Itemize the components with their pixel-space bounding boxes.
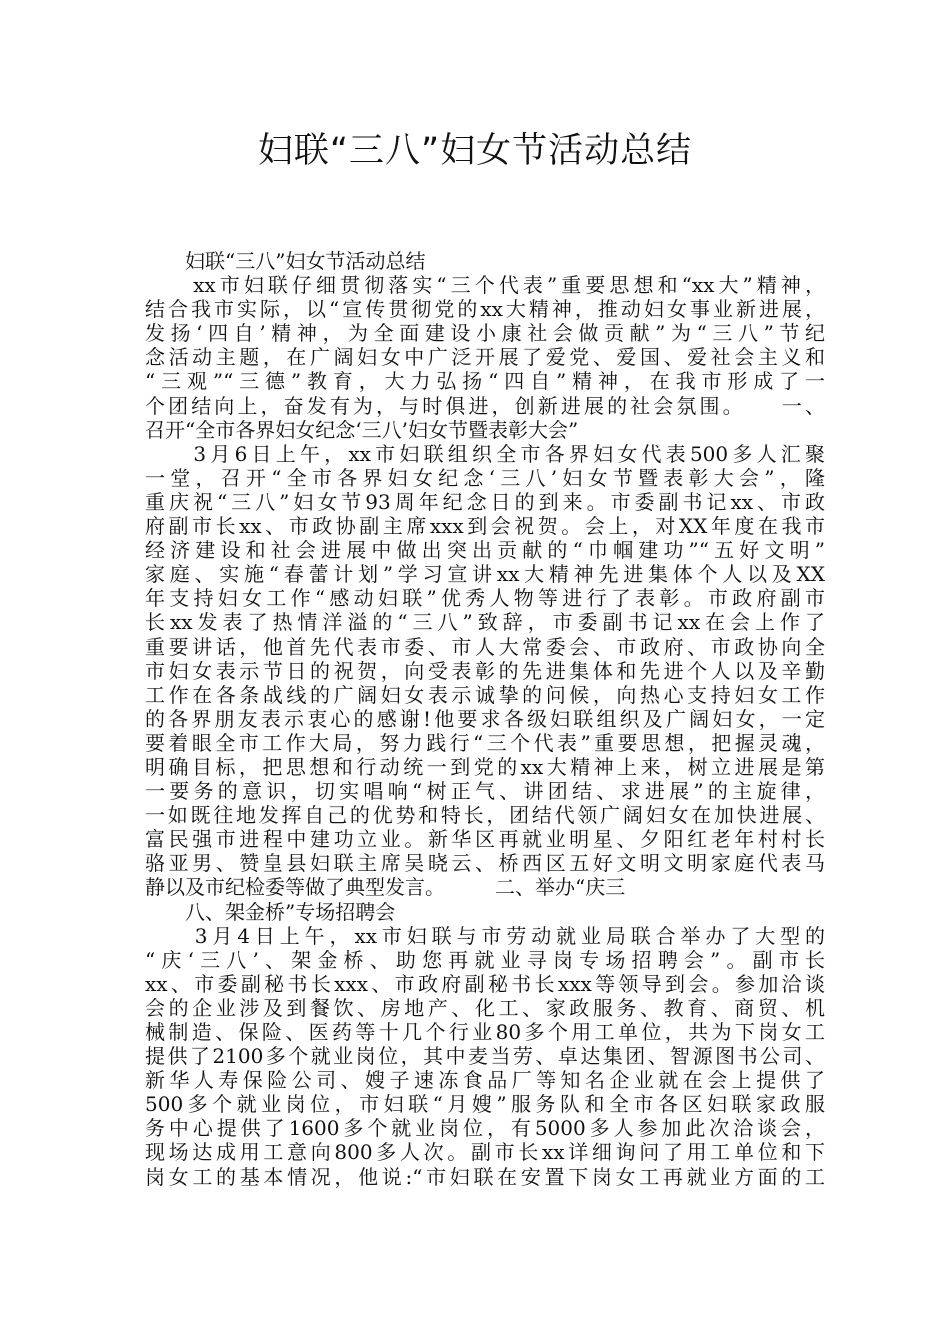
body-line: 个团结向上，奋发有为，与时俱进，创新进展的社会氛围。 一、 <box>145 393 825 418</box>
body-line: 一如既往地发挥自己的优势和特长，团结代领广阔妇女在加快进展、 <box>145 803 825 828</box>
body-line: 结合我市实际，以“宣传贯彻党的xx大精神，推动妇女事业新进展， <box>145 297 825 322</box>
body-line: 召开“全市各界妇女纪念‘三八’妇女节暨表彰大会” <box>145 417 579 442</box>
body-line: 一堂，召开“全市各界妇女纪念‘三八’妇女节暨表彰大会”，隆 <box>145 465 825 490</box>
body-line: 府副市长xx、市政协副主席xxx到会祝贺。会上，对XX年度在我市 <box>145 514 825 539</box>
body-line: 富民强市进程中建功立业。新华区再就业明星、夕阳红老年村村长 <box>145 827 825 852</box>
body-line: 的各界朋友表示衷心的感谢!他要求各级妇联组织及广阔妇女，一定 <box>145 706 825 731</box>
body-line: 长xx发表了热情洋溢的“三八”致辞，市委副书记xx在会上作了 <box>145 610 825 635</box>
body-line: xx市妇联仔细贯彻落实“三个代表”重要思想和“xx大”精神， <box>145 273 825 298</box>
body-line: 重要讲话，他首先代表市委、市人大常委会、市政府、市政协向全 <box>145 634 825 659</box>
body-line: 现场达成用工意向800多人次。副市长xx详细询问了用工单位和下 <box>145 1140 825 1165</box>
body-line: “庆‘三八’、架金桥、助您再就业寻岗专场招聘会”。副市长 <box>145 947 825 972</box>
body-line: 家庭、实施“春蕾计划”学习宣讲xx大精神先进集体个人以及XX <box>145 562 825 587</box>
body-line: 3月6日上午，xx市妇联组织全市各界妇女代表500多人汇聚 <box>145 441 825 466</box>
body-line: 岗女工的基本情况，他说:“市妇联在安置下岗女工再就业方面的工 <box>145 1164 825 1189</box>
body-line: 经济建设和社会进展中做出突出贡献的“巾帼建功”“五好文明” <box>145 538 825 563</box>
body-line: 静以及市纪检委等做了典型发言。 二、举办“庆三 <box>145 875 626 900</box>
body-line: 会的企业涉及到餐饮、房地产、化工、家政服务、教育、商贸、机 <box>145 995 825 1020</box>
body-line: 械制造、保险、医药等十几个行业80多个用工单位，共为下岗女工 <box>145 1020 825 1044</box>
document-title: 妇联“三八”妇女节活动总结 <box>257 131 693 171</box>
body-line: 年支持妇女工作“感动妇联”优秀人物等进行了表彰。市政府副市 <box>145 586 825 611</box>
body-line: 发扬‘四自’精神，为全面建设小康社会做贡献”为“三八”节纪 <box>145 321 825 346</box>
body-line: 市妇女表示节日的祝贺，向受表彰的先进集体和先进个人以及辛勤 <box>145 658 825 683</box>
body-line: 要着眼全市工作大局，努力践行“三个代表”重要思想，把握灵魂， <box>145 730 825 755</box>
body-line: 提供了2100多个就业岗位，其中麦当劳、卓达集团、智源图书公司、 <box>145 1044 825 1069</box>
body-line: 念活动主题，在广阔妇女中广泛开展了爱党、爱国、爱社会主义和 <box>145 345 825 370</box>
body-line: 新华人寿保险公司、嫂子速冻食品厂等知名企业就在会上提供了 <box>145 1068 825 1093</box>
body-line: 500多个就业岗位，市妇联“月嫂”服务队和全市各区妇联家政服 <box>145 1092 825 1117</box>
body-line: 明确目标，把思想和行动统一到党的xx大精神上来，树立进展是第 <box>145 754 825 779</box>
body-line: xx、市委副秘书长xxx、市政府副秘书长xxx等领导到会。参加洽谈 <box>145 971 825 996</box>
document-body <box>145 249 825 1189</box>
body-line: 妇联“三八”妇女节活动总结 <box>145 249 426 273</box>
body-line: 工作在各条战线的广阔妇女表示诚挚的问候，向热心支持妇女工作 <box>145 682 825 707</box>
body-line: 骆亚男、赞皇县妇联主席吴晓云、桥西区五好文明文明家庭代表马 <box>145 851 825 876</box>
body-line: 3月4日上午，xx市妇联与市劳动就业局联合举办了大型的 <box>145 923 825 948</box>
body-line: 八、架金桥”专场招聘会 <box>145 899 396 924</box>
body-line: “三观”“三德”教育，大力弘扬“四自”精神，在我市形成了一 <box>145 369 825 394</box>
body-line: 一要务的意识，切实唱响“树正气、讲团结、求进展”的主旋律， <box>145 779 825 804</box>
body-line: 重庆祝“三八”妇女节93周年纪念日的到来。市委副书记xx、市政 <box>145 489 825 514</box>
body-line: 务中心提供了1600多个就业岗位，有5000多人参加此次洽谈会， <box>145 1116 825 1141</box>
